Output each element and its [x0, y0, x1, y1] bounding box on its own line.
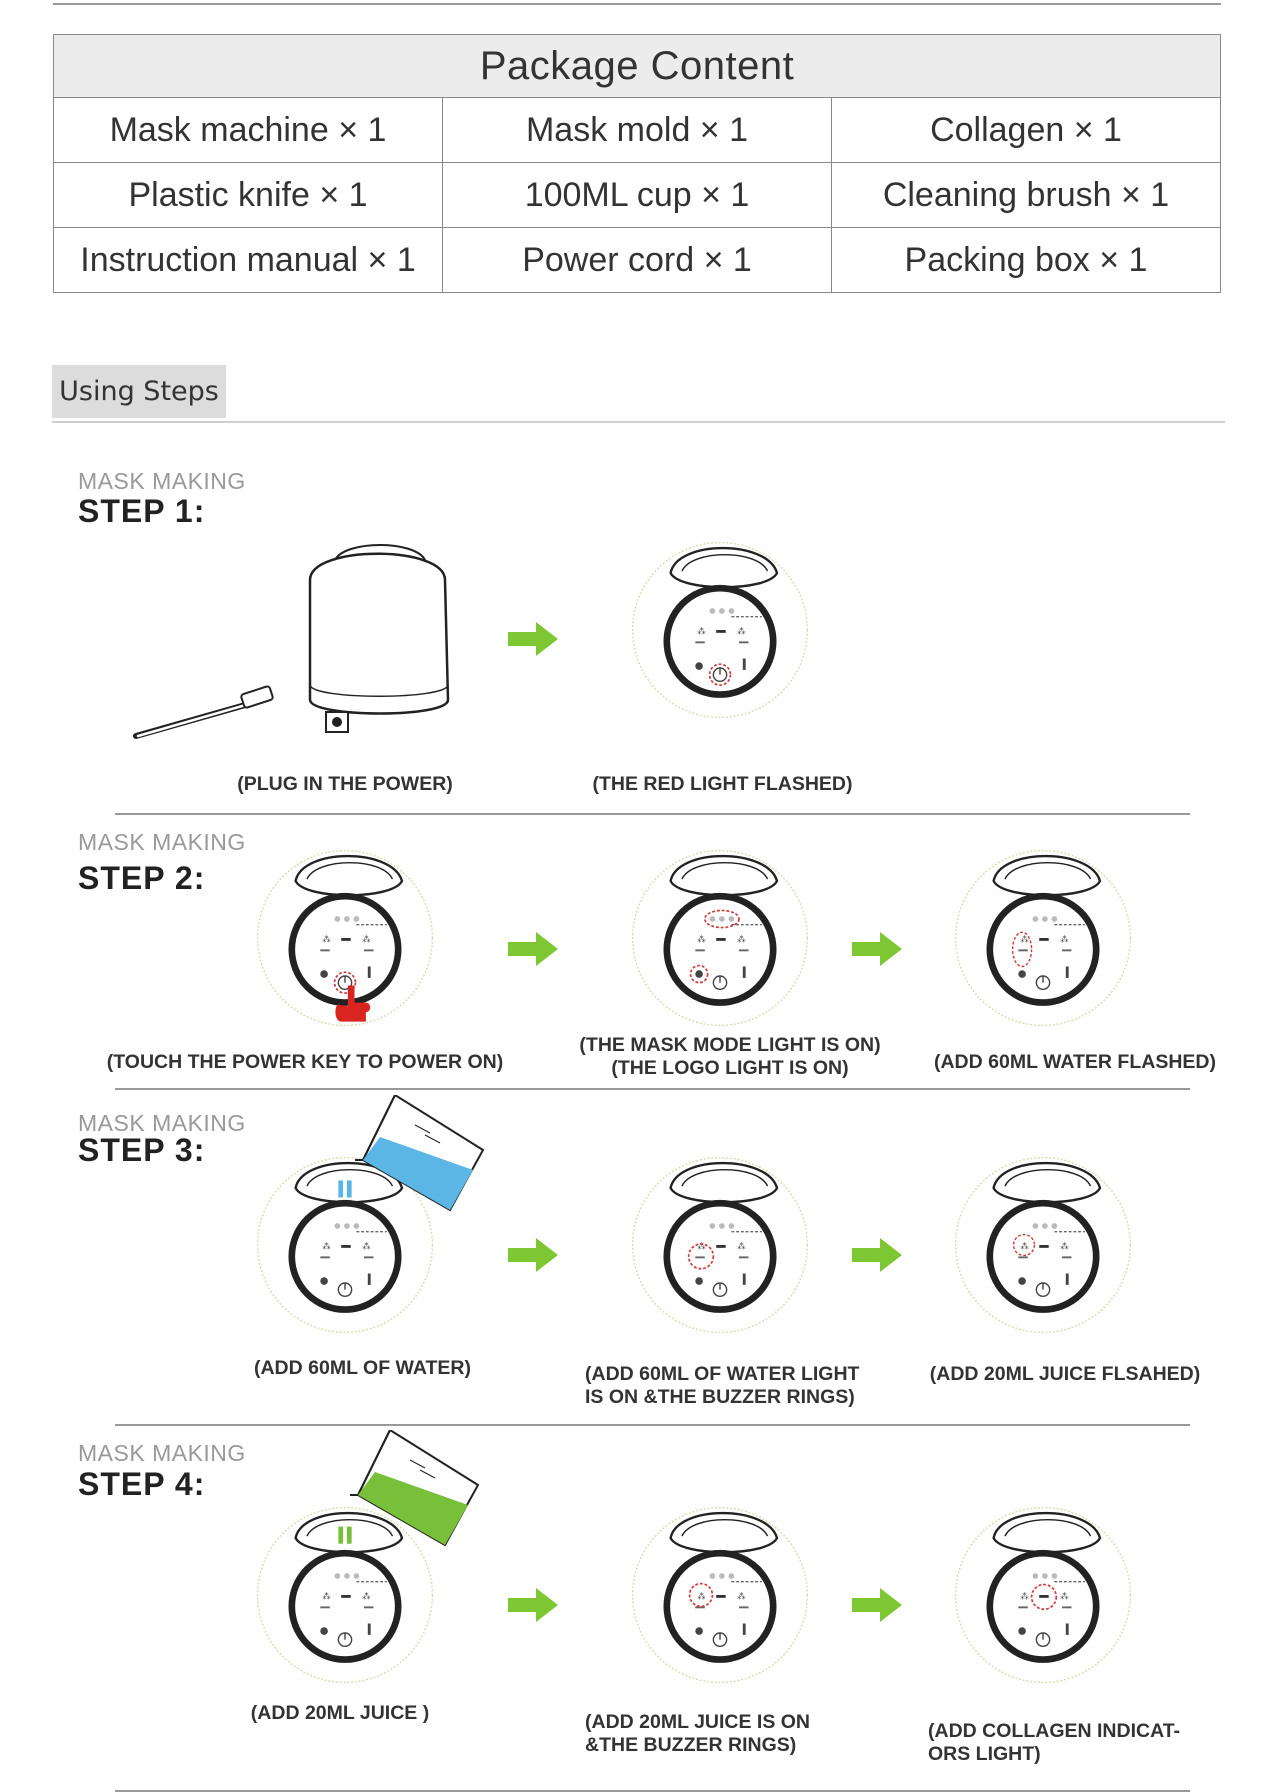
step-2-title: STEP 2: — [78, 860, 206, 896]
top-divider — [53, 0, 1221, 5]
table-cell: 100ML cup × 1 — [443, 163, 832, 228]
collagen-indicator-illustration — [948, 1500, 1138, 1690]
table-cell: Collagen × 1 — [832, 98, 1221, 163]
step-2-subtitle: MASK MAKING — [78, 829, 246, 855]
control-panel-illustration — [625, 535, 815, 725]
step-caption: (ADD 20ML JUICE ) — [250, 1702, 430, 1724]
table-cell: Mask mold × 1 — [443, 98, 832, 163]
arrow-right-icon — [508, 1238, 558, 1272]
step-caption: (ADD COLLAGEN INDICAT- ORS LIGHT) — [928, 1720, 1181, 1765]
section-divider — [52, 421, 1225, 423]
table-cell: Instruction manual × 1 — [54, 228, 443, 293]
step-caption: (THE MASK MODE LIGHT IS ON) (THE LOGO LIGHT IS ON) — [579, 1034, 881, 1079]
table-cell: Mask machine × 1 — [54, 98, 443, 163]
step-divider — [115, 1088, 1190, 1090]
package-content-title: Package Content — [54, 35, 1221, 98]
mask-mode-light-illustration — [625, 843, 815, 1033]
step-caption: (THE RED LIGHT FLASHED) — [592, 773, 853, 795]
arrow-right-icon — [852, 1588, 902, 1622]
step-caption: (TOUCH THE POWER KEY TO POWER ON) — [106, 1051, 504, 1073]
table-cell: Cleaning brush × 1 — [832, 163, 1221, 228]
step-1-subtitle: MASK MAKING — [78, 468, 246, 494]
step-divider — [115, 1424, 1190, 1426]
using-steps-tab: Using Steps — [52, 365, 226, 418]
table-row — [54, 98, 1221, 163]
step-caption: (ADD 60ML WATER FLASHED) — [933, 1051, 1217, 1073]
step-3-title: STEP 3: — [78, 1132, 206, 1168]
step-4-subtitle: MASK MAKING — [78, 1440, 246, 1466]
mask-machine-illustration — [130, 540, 450, 755]
arrow-right-icon — [852, 932, 902, 966]
measuring-cup-water-icon — [355, 1095, 485, 1215]
step-1-title: STEP 1: — [78, 493, 206, 529]
juice-flash-illustration — [948, 1150, 1138, 1340]
package-content-table — [53, 34, 1221, 293]
step-3-subtitle: MASK MAKING — [78, 1110, 246, 1136]
arrow-right-icon — [508, 622, 558, 656]
table-row — [54, 163, 1221, 228]
step-4-title: STEP 4: — [78, 1466, 206, 1502]
arrow-right-icon — [508, 1588, 558, 1622]
table-cell: Power cord × 1 — [443, 228, 832, 293]
table-cell: Plastic knife × 1 — [54, 163, 443, 228]
step-divider — [115, 813, 1190, 815]
water-light-on-illustration — [625, 1150, 815, 1340]
arrow-right-icon — [852, 1238, 902, 1272]
water-flash-illustration — [948, 843, 1138, 1033]
step-caption: (ADD 20ML JUICE IS ON &THE BUZZER RINGS) — [585, 1711, 811, 1756]
measuring-cup-juice-icon — [350, 1430, 480, 1550]
step-caption: (ADD 20ML JUICE FLSAHED) — [929, 1363, 1201, 1385]
step-caption: (ADD 60ML OF WATER LIGHT IS ON &THE BUZZER RINGS) — [585, 1363, 860, 1408]
arrow-right-icon — [508, 932, 558, 966]
power-key-illustration — [250, 843, 440, 1033]
juice-light-on-illustration — [625, 1500, 815, 1690]
table-cell: Packing box × 1 — [832, 228, 1221, 293]
step-caption: (ADD 60ML OF WATER) — [253, 1357, 472, 1379]
step-caption: (PLUG IN THE POWER) — [237, 773, 453, 795]
table-row — [54, 228, 1221, 293]
